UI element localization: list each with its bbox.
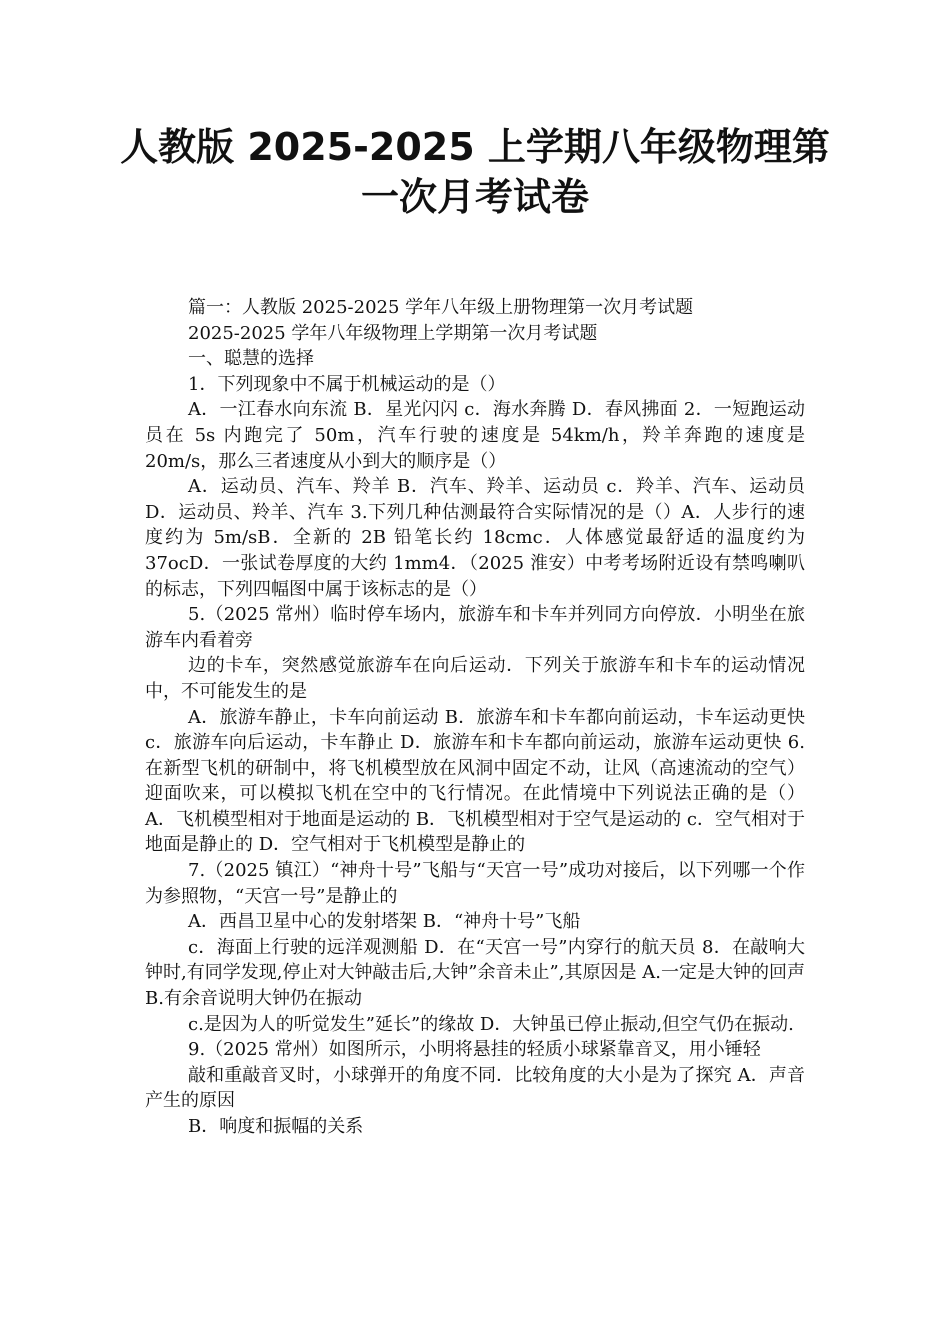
section-heading: 一、聪慧的选择 <box>188 348 314 370</box>
document-title <box>60 122 890 222</box>
paragraph: 边的卡车，突然感觉旅游车在向后运动．下列关于旅游车和卡车的运动情况中，不可能发生的是 <box>145 655 805 702</box>
paragraph: c．海面上行驶的远洋观测船 D．在“天宫一号”内穿行的航天员 8．在敲响大钟时,有同学发现,停止对大钟敲击后,大钟”余音未止”,其原因是 A.一定是大钟的回声 B.有余音说明大钟仍在振动 <box>145 936 805 1010</box>
paragraph: B．响度和振幅的关系 <box>188 1116 364 1137</box>
paragraph: A．西昌卫星中心的发射塔架 B．“神舟十号”飞船 <box>188 911 581 933</box>
paragraph: 2025-2025 学年八年级物理上学期第一次月考试题 <box>188 322 598 344</box>
paragraph: A．一江春水向东流 B．星光闪闪 c．海水奔腾 D．春风拂面 2．一短跑运动员在 5s 内跑完了 50m，汽车行驶的速度是 54km/h，羚羊奔跑的速度是 20m/s，那么三者速度从小到大的顺序是（） <box>145 399 805 472</box>
question: 7.（2025 镇江）“神舟十号”飞船与“天宫一号”成功对接后，以下列哪一个作为参照物，“天宫一号”是静止的 <box>145 860 805 907</box>
paragraph: A．运动员、汽车、羚羊 B．汽车、羚羊、运动员 c．羚羊、汽车、运动员 D．运动员、羚羊、汽车 3.下列几种估测最符合实际情况的是（）A．人步行的速度约为 5m/sB．全新的 2B 铅笔长约 18cmc．人体感觉最舒适的温度约为 37ocD．一张试卷厚度的大约 1mm4．（2025 淮安）中考考场附近设有禁鸣喇叭的标志，下列四幅图中属于该标志的是（） <box>145 476 805 600</box>
paragraph: A．旅游车静止，卡车向前运动 B．旅游车和卡车都向前运动，卡车运动更快 c．旅游车向后运动，卡车静止 D．旅游车和卡车都向前运动，旅游车运动更快 6.在新型飞机的研制中，将飞机模型放在风洞中固定不动，让风（高速流动的空气）迎面吹来，可以模拟飞机在空中的飞行情况。在此情境中下列说法正确的是（）A．飞机模型相对于地面是运动的 B．飞机模型相对于空气是运动的 c．空气相对于地面是静止的 D．空气相对于飞机模型是静止的 <box>145 706 805 856</box>
title-line-1: 人教版 2025-2025 上学期八年级物理第 <box>120 125 830 169</box>
paragraph: 敲和重敲音叉时，小球弹开的角度不同．比较角度的大小是为了探究 A．声音产生的原因 <box>145 1064 805 1112</box>
paragraph: 篇一：人教版 2025-2025 学年八年级上册物理第一次月考试题 <box>188 297 694 318</box>
title-line-2: 一次月考试卷 <box>360 175 589 219</box>
paragraph: c.是因为人的听觉发生”延长”的缘故 D．大钟虽已停止振动,但空气仍在振动. <box>188 1013 794 1035</box>
question: 1．下列现象中不属于机械运动的是（） <box>188 373 506 395</box>
document-body <box>145 295 805 1140</box>
question: 9.（2025 常州）如图所示，小明将悬挂的轻质小球紧靠音叉，用小锤轻 <box>188 1039 761 1061</box>
question: 5.（2025 常州）临时停车场内，旅游车和卡车并列同方向停放．小明坐在旅游车内看着旁 <box>145 604 805 651</box>
